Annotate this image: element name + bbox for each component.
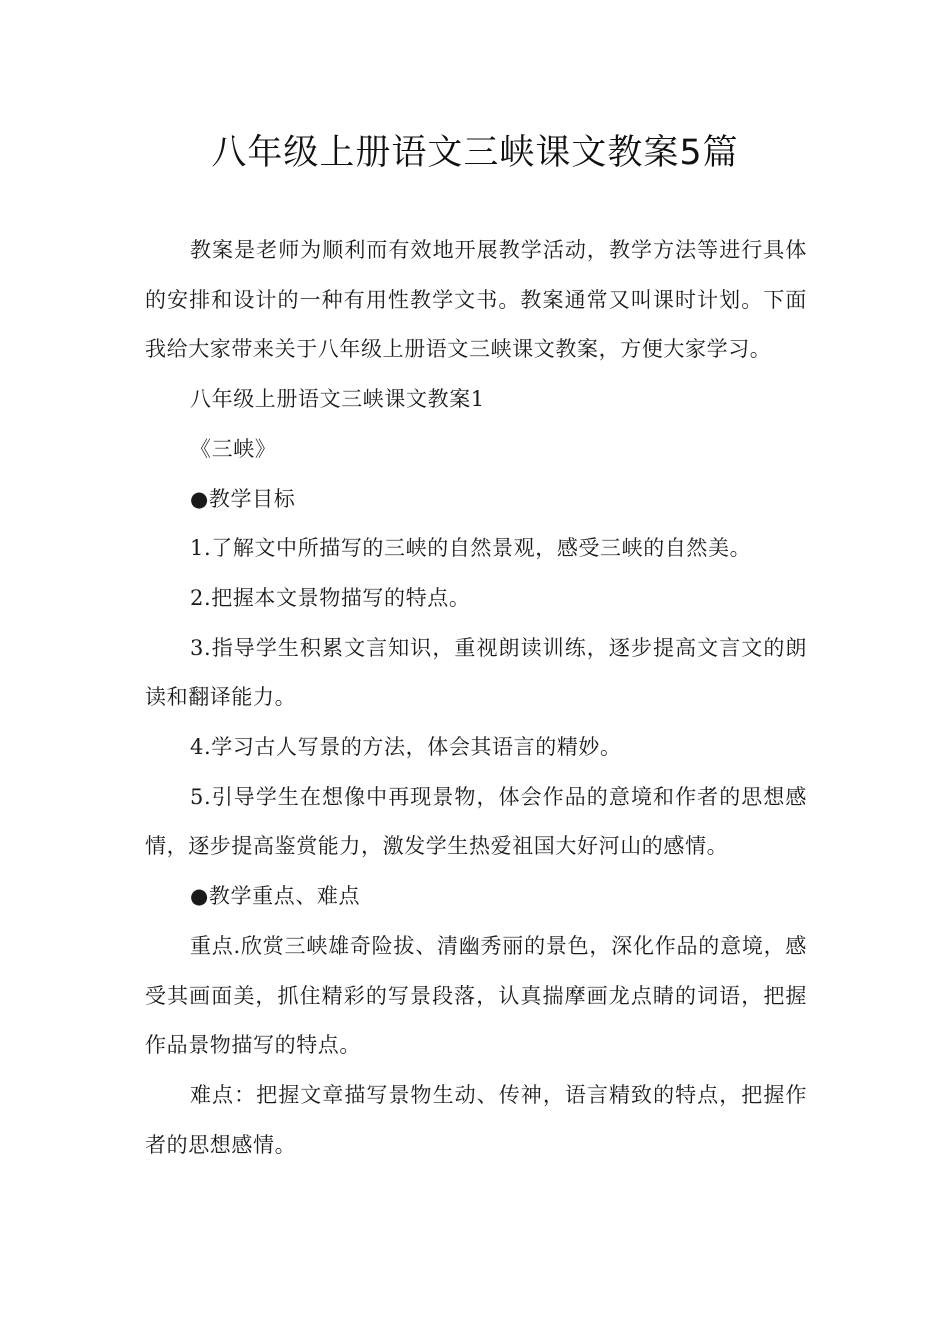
heading-key-points: ●教学重点、难点: [190, 884, 361, 909]
document-title: 八年级上册语文三峡课文教案5篇: [211, 133, 739, 173]
goal-item-4: 4.学习古人写景的方法，体会其语言的精妙。: [190, 735, 622, 760]
section-heading-lesson-1: 八年级上册语文三峡课文教案1: [190, 387, 485, 412]
document-body: [145, 226, 807, 1170]
goal-item-1: 1.了解文中所描写的三峡的自然景观，感受三峡的自然美。: [190, 536, 752, 561]
goal-item-5: 5.引导学生在想像中再现景物，体会作品的意境和作者的思想感情，逐步提高鉴赏能力，激发学生热爱祖国大好河山的感情。: [145, 784, 807, 859]
difficulty-paragraph: 难点：把握文章描写景物生动、传神，语言精致的特点，把握作者的思想感情。: [145, 1082, 807, 1157]
lesson-title: 《三峡》: [190, 436, 277, 461]
intro-paragraph: 教案是老师为顺利而有效地开展教学活动，教学方法等进行具体的安排和设计的一种有用性教学文书。教案通常又叫课时计划。下面我给大家带来关于八年级上册语文三峡课文教案，方便大家学习。: [145, 238, 807, 362]
heading-teaching-goals: ●教学目标: [190, 486, 296, 511]
goal-item-2: 2.把握本文景物描写的特点。: [190, 585, 471, 610]
goal-item-3: 3.指导学生积累文言知识，重视朗读训练，逐步提高文言文的朗读和翻译能力。: [145, 635, 807, 710]
key-point-paragraph: 重点.欣赏三峡雄奇险拔、清幽秀丽的景色，深化作品的意境，感受其画面美，抓住精彩的写景段落，认真揣摩画龙点睛的词语，把握作品景物描写的特点。: [145, 933, 807, 1058]
